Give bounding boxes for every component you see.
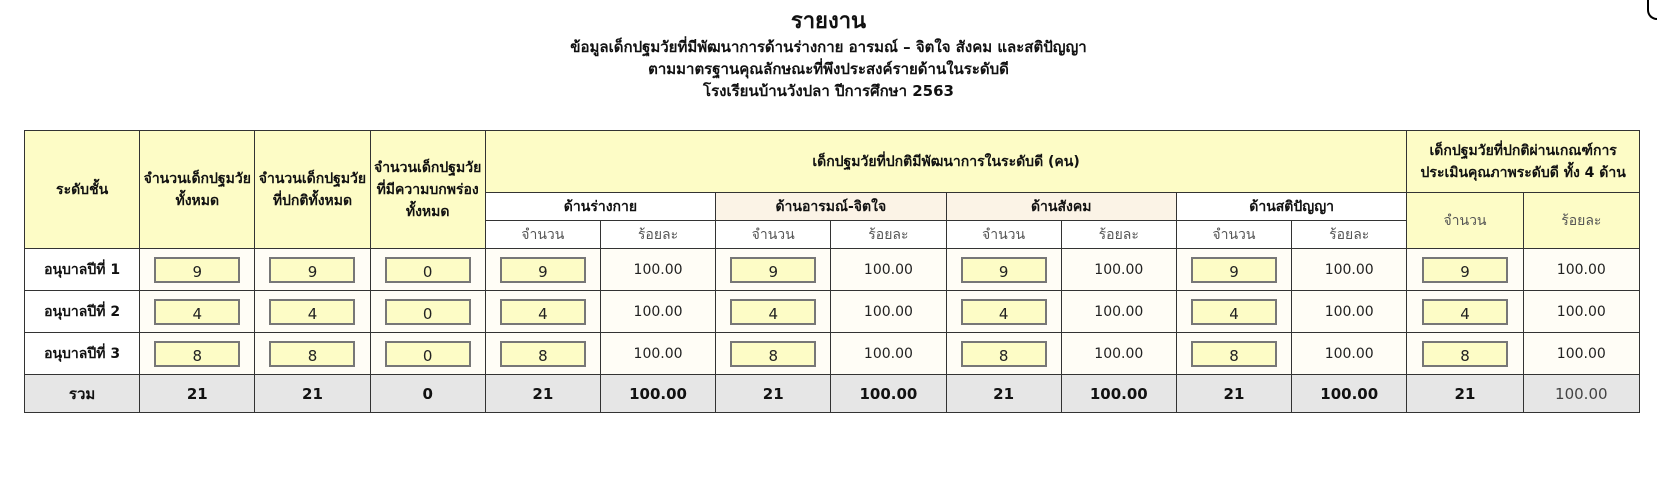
total-sum: 21 [140,375,255,413]
header-percent: ร้อยละ [1061,221,1176,249]
social-count-input[interactable]: 9 [961,257,1047,283]
header-normal: จำนวนเด็กปฐมวัยที่ปกติทั้งหมด [255,131,370,249]
pass-percent: 100.00 [1523,291,1639,333]
pass-count-input[interactable]: 4 [1422,299,1508,325]
normal-input[interactable]: 9 [269,257,355,283]
header-count: จำนวน [946,221,1061,249]
normal-input[interactable]: 8 [269,341,355,367]
pass-percent: 100.00 [1523,249,1639,291]
emotional-count-sum: 21 [716,375,831,413]
physical-percent: 100.00 [600,291,715,333]
physical-percent: 100.00 [600,333,715,375]
social-percent: 100.00 [1061,333,1176,375]
report-title: รายงาน [790,9,867,34]
header-count: จำนวน [716,221,831,249]
intellectual-percent: 100.00 [1292,333,1407,375]
pass-count-input[interactable]: 9 [1422,257,1508,283]
total-input[interactable]: 9 [154,257,240,283]
row-level: อนุบาลปีที่ 3 [25,333,140,375]
social-count-input[interactable]: 8 [961,341,1047,367]
intellectual-count-input[interactable]: 8 [1191,341,1277,367]
table-row [25,333,1640,375]
total-input[interactable]: 8 [154,341,240,367]
report-subtitle-2: ตามมาตรฐานคุณลักษณะที่พึงประสงค์รายด้านในระดับดี [648,60,1009,78]
row-level: อนุบาลปีที่ 2 [25,291,140,333]
report-heading [0,8,1657,102]
emotional-percent: 100.00 [831,333,946,375]
intellectual-count-sum: 21 [1176,375,1291,413]
header-percent: ร้อยละ [600,221,715,249]
total-label: รวม [25,375,140,413]
emotional-count-input[interactable]: 8 [730,341,816,367]
report-subtitle-1: ข้อมูลเด็กปฐมวัยที่มีพัฒนาการด้านร่างกาย อารมณ์ – จิตใจ สังคม และสติปัญญา [570,38,1087,56]
physical-count-input[interactable]: 4 [500,299,586,325]
pass-count-sum: 21 [1407,375,1523,413]
social-percent: 100.00 [1061,291,1176,333]
row-level: อนุบาลปีที่ 1 [25,249,140,291]
table-row [25,291,1640,333]
header-domain-physical: ด้านร่างกาย [485,193,715,221]
header-percent: ร้อยละ [1292,221,1407,249]
emotional-count-input[interactable]: 9 [730,257,816,283]
emotional-percent: 100.00 [831,291,946,333]
normal-input[interactable]: 4 [269,299,355,325]
report-table [24,130,1640,413]
disabled-sum: 0 [370,375,485,413]
pass-count-input[interactable]: 8 [1422,341,1508,367]
header-pass-percent: ร้อยละ [1523,193,1639,249]
total-input[interactable]: 4 [154,299,240,325]
header-good-development: เด็กปฐมวัยที่ปกติมีพัฒนาการในระดับดี (คน) [485,131,1407,193]
intellectual-percent-sum: 100.00 [1292,375,1407,413]
pass-percent: 100.00 [1523,333,1639,375]
intellectual-percent: 100.00 [1292,291,1407,333]
social-percent: 100.00 [1061,249,1176,291]
social-count-sum: 21 [946,375,1061,413]
physical-count-sum: 21 [485,375,600,413]
intellectual-count-input[interactable]: 4 [1191,299,1277,325]
physical-percent-sum: 100.00 [600,375,715,413]
emotional-count-input[interactable]: 4 [730,299,816,325]
physical-count-input[interactable]: 9 [500,257,586,283]
normal-sum: 21 [255,375,370,413]
intellectual-percent: 100.00 [1292,249,1407,291]
social-count-input[interactable]: 4 [961,299,1047,325]
header-pass-count: จำนวน [1407,193,1523,249]
header-disabled: จำนวนเด็กปฐมวัยที่มีความบกพร่องทั้งหมด [370,131,485,249]
table-row [25,249,1640,291]
header-percent: ร้อยละ [831,221,946,249]
physical-count-input[interactable]: 8 [500,341,586,367]
disabled-input[interactable]: 0 [385,299,471,325]
header-total: จำนวนเด็กปฐมวัยทั้งหมด [140,131,255,249]
total-row [25,375,1640,413]
header-count: จำนวน [485,221,600,249]
header-domain-emotional: ด้านอารมณ์-จิตใจ [716,193,946,221]
physical-percent: 100.00 [600,249,715,291]
header-level: ระดับชั้น [25,131,140,249]
intellectual-count-input[interactable]: 9 [1191,257,1277,283]
emotional-percent-sum: 100.00 [831,375,946,413]
header-pass-all: เด็กปฐมวัยที่ปกติผ่านเกณฑ์การประเมินคุณภาพระดับดี ทั้ง 4 ด้าน [1407,131,1640,193]
social-percent-sum: 100.00 [1061,375,1176,413]
emotional-percent: 100.00 [831,249,946,291]
header-domain-intellectual: ด้านสติปัญญา [1176,193,1406,221]
disabled-input[interactable]: 0 [385,341,471,367]
header-count: จำนวน [1176,221,1291,249]
pass-percent-sum: 100.00 [1523,375,1639,413]
header-domain-social: ด้านสังคม [946,193,1176,221]
disabled-input[interactable]: 0 [385,257,471,283]
report-subtitle-3: โรงเรียนบ้านวังปลา ปีการศึกษา 2563 [703,82,954,100]
